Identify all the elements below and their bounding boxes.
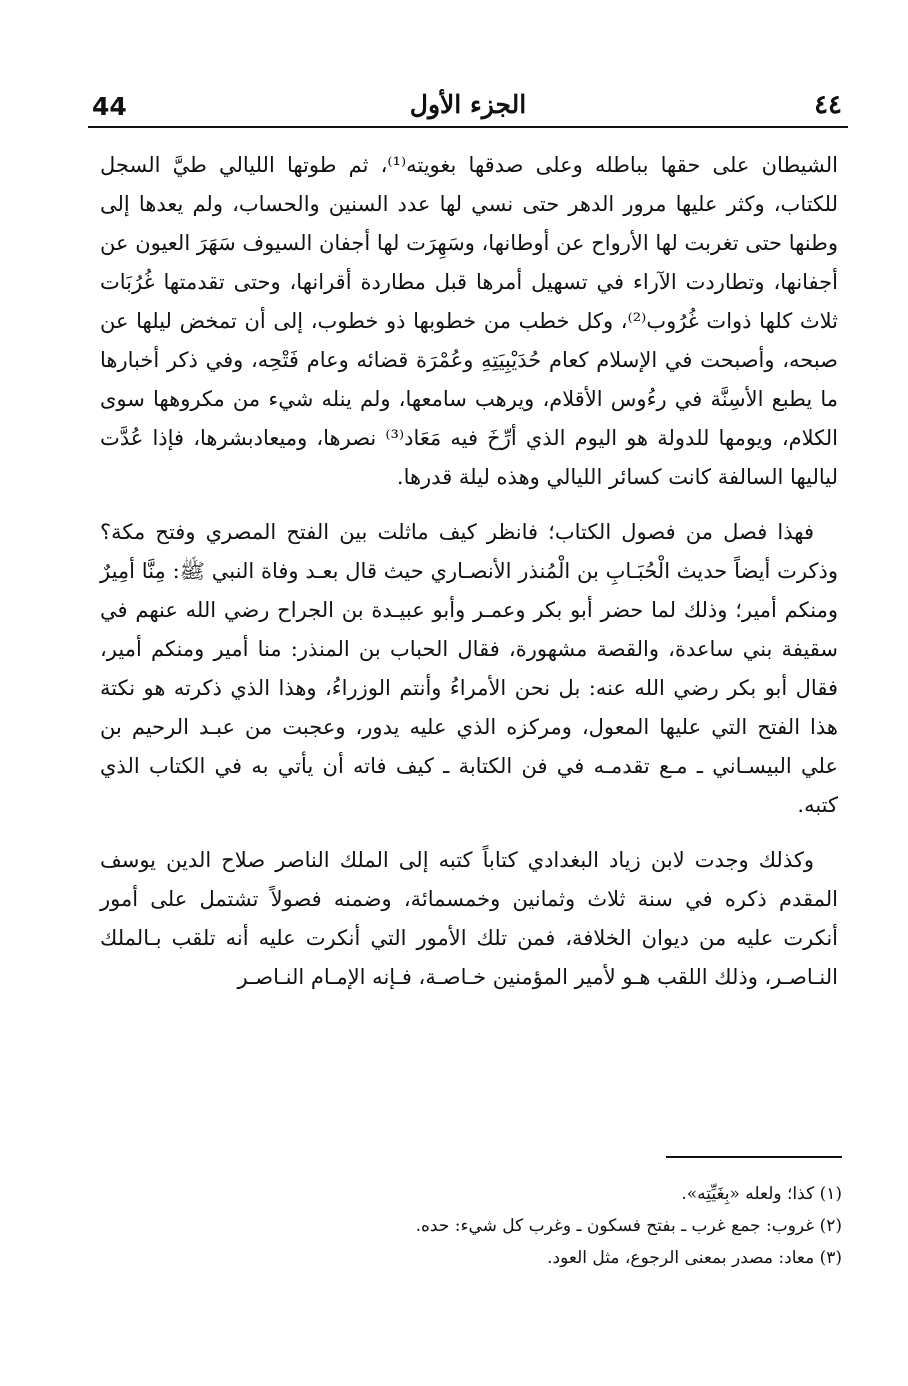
footnote-separator bbox=[666, 1156, 842, 1158]
main-text bbox=[100, 146, 838, 997]
paragraph: الشيطان على حقها بباطله وعلى صدقها بغويته⁽¹⁾، ثم طوتها الليالي طيَّ السجل للكتاب، وكثر عليها مرور الدهر حتى نسي لها عدد السنين والحساب، ولم يعدها إلى وطنها حتى تغربت لها الأرواح عن أوطانها، وسَهِرَت لها أجفان السيوف سَهَرَ العيون عن أجفانها، وتطاردت الآراء في تسهيل أمرها قبل مطاردة أقرانها، وحتى تقدمتها غُرُبَات ثلاث كلها ذوات غُرُوب⁽²⁾، وكل خطب من خطوبها ذو خطوب، إلى أن تمخض ليلها عن صبحه، وأصبحت في الإسلام كعام حُدَيْبِيَتِهِ وعُمْرَة قضائه وعام فَتْحِه، وفي ذكر أخبارها ما يطبع الأسِنَّة في رءُوس الأقلام، ويرهب سامعها، ولم ينله شيء من مكروهها سوى الكلام، ويومها للدولة هو اليوم الذي أرِّخَ فيه مَعَاد⁽³⁾ نصرها، وميعادبشرها، فإذا عُدَّت لياليها السالفة كانت كسائر الليالي وهذه ليلة قدرها. bbox=[100, 153, 838, 489]
running-header bbox=[88, 92, 848, 128]
page-number-latin: 44 bbox=[92, 92, 127, 121]
paragraph: فهذا فصل من فصول الكتاب؛ فانظر كيف ماثلت بين الفتح المصري وفتح مكة؟ وذكرت أيضاً حديث الْحُبَـابِ بن الْمُنذر الأنصـاري حيث قال بعـد وفاة النبي ﷺ: مِنَّا أمِيرٌ ومنكم أمير؛ وذلك لما حضر أبو بكر وعمـر وأبو عبيـدة بن الجراح رضي الله عنهم في سقيفة بني ساعدة، والقصة مشهورة، فقال الحباب بن المنذر: منا أمير ومنكم أمير، فقال أبو بكر رضي الله عنه: بل نحن الأمراءُ وأنتم الوزراءُ، وهذا الذي ذكرته هو نكتة هذا الفتح التي عليها المعول، ومركزه الذي عليه يدور، وعجبت من عبـد الرحيم بن علي البيسـاني ـ مـع تقدمـه في فن الكتابة ـ كيف فاته أن يأتي به في الكتاب الذي كتبه. bbox=[100, 520, 838, 817]
paragraph: وكذلك وجدت لابن زياد البغدادي كتاباً كتبه إلى الملك الناصر صلاح الدين يوسف المقدم ذكره في سنة ثلاث وثمانين وخمسمائة، وضمنه فصولاً تشتمل على أمور أنكرت عليه من ديوان الخلافة، فمن تلك الأمور التي أنكرت عليه أنه تلقب بـالملك النـاصـر، وذلك اللقب هـو لأمير المؤمنين خـاصـة، فـإنه الإمـام النـاصـر bbox=[100, 848, 838, 989]
page-number-arabic: ٤٤ bbox=[814, 90, 842, 120]
footnote: (٣) معاد: مصدر بمعنى الرجوع، مثل العود. bbox=[547, 1248, 842, 1268]
running-title: الجزء الأول bbox=[409, 90, 527, 119]
footnote: (١) كذا؛ ولعله «بِغَيِّتِه». bbox=[681, 1184, 842, 1204]
footnote: (٢) غروب: جمع غرب ـ بفتح فسكون ـ وغرب كل شيء: حده. bbox=[415, 1216, 842, 1236]
footnotes bbox=[100, 1178, 842, 1274]
